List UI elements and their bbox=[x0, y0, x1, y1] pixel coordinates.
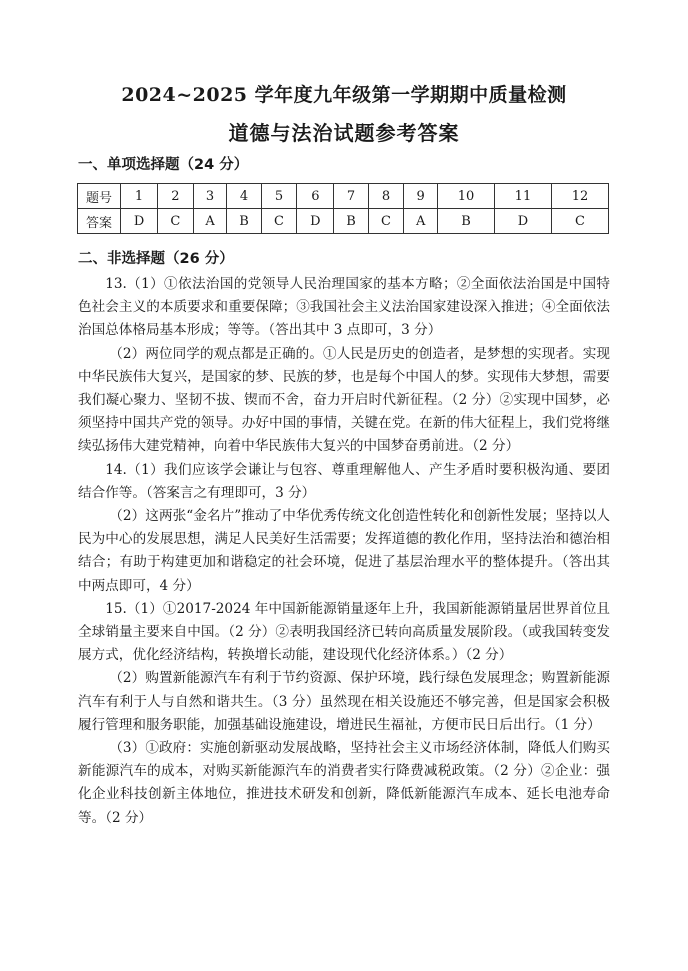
section-heading-non-choice: 二、非选择题（26 分） bbox=[78, 251, 234, 267]
answer-table bbox=[77, 183, 609, 234]
question-number-cell: 2 bbox=[158, 184, 194, 209]
answer-cell: D bbox=[297, 209, 334, 234]
question-number-cell: 3 bbox=[193, 184, 227, 209]
answer-cell: A bbox=[404, 209, 438, 234]
question-number-cell: 8 bbox=[368, 184, 404, 209]
document-subtitle: 道德与法治试题参考答案 bbox=[228, 121, 460, 145]
answer-cell: C bbox=[261, 209, 297, 234]
table-row-answers bbox=[78, 209, 609, 234]
question-number-cell: 1 bbox=[121, 184, 158, 209]
answer-cell: B bbox=[334, 209, 368, 234]
answer-cell: D bbox=[121, 209, 158, 234]
answer-cell: C bbox=[551, 209, 608, 234]
table-row-label: 答案 bbox=[78, 209, 121, 234]
answer-cell: B bbox=[438, 209, 495, 234]
answer-paragraph-q15-3: （3）①政府：实施创新驱动发展战略，坚持社会主义市场经济体制，降低人们购买新能源汽车的成本，对购买新能源汽车的消费者实行降费减税政策。（2 分）②企业：强化企业科技创新主体地位，推进技术研发和创新，降低新能源汽车成本、延长电池寿命等。（2 分） bbox=[78, 740, 610, 826]
answer-cell: A bbox=[193, 209, 227, 234]
section-heading-multiple-choice: 一、单项选择题（24 分） bbox=[78, 157, 249, 173]
answer-body bbox=[78, 273, 610, 830]
answer-paragraph-q15-2: （2）购置新能源汽车有利于节约资源、保护环境，践行绿色发展理念；购置新能源汽车有利于人与自然和谐共生。（3 分）虽然现在相关设施还不够完善，但是国家会积极履行管理和服务职能，加强基础设施建设，增进民生福祉，方便市民日后出行。（1 分） bbox=[78, 670, 610, 733]
answer-cell: B bbox=[227, 209, 261, 234]
question-number-cell: 5 bbox=[261, 184, 297, 209]
question-number-cell: 9 bbox=[404, 184, 438, 209]
answer-paragraph-q14-1: 14.（1）我们应该学会谦让与包容、尊重理解他人、产生矛盾时要积极沟通、要团结合作等。（答案言之有理即可，3 分） bbox=[78, 461, 610, 501]
table-row-label: 题号 bbox=[78, 184, 121, 209]
question-number-cell: 12 bbox=[551, 184, 608, 209]
answer-paragraph-q15-1: 15.（1）①2017-2024 年中国新能源销量逐年上升，我国新能源销量居世界首位且全球销量主要来自中国。（2 分）②表明我国经济已转向高质量发展阶段。（或我国转变发展方式，优化经济结构，转换增长动能，建设现代化经济体系。）（2 分） bbox=[78, 600, 610, 664]
question-number-cell: 7 bbox=[334, 184, 368, 209]
answer-cell: C bbox=[368, 209, 404, 234]
answer-paragraph-q13-2: （2）两位同学的观点都是正确的。①人民是历史的创造者，是梦想的实现者。实现中华民族伟大复兴，是国家的梦、民族的梦，也是每个中国人的梦。实现伟大梦想，需要我们凝心聚力、坚韧不拔、锲而不舍，奋力开启时代新征程。（2 分）②实现中国梦，必须坚持中国共产党的领导。办好中国的事情，关键在党。在新的伟大征程上，我们党将继续弘扬伟大建党精神，向着中华民族伟大复兴的中国梦奋勇前进。（2 分） bbox=[78, 345, 610, 455]
answer-cell: C bbox=[158, 209, 194, 234]
answer-paragraph-q13-1: 13.（1）①依法治国的党领导人民治理国家的基本方略；②全面依法治国是中国特色社会主义的本质要求和重要保障；③我国社会主义法治国家建设深入推进；④全面依法治国总体格局基本形成；等等。（答出其中 3 点即可，3 分） bbox=[78, 276, 610, 339]
question-number-cell: 11 bbox=[494, 184, 551, 209]
document-title: 2024~2025 学年度九年级第一学期期中质量检测 bbox=[121, 84, 567, 106]
question-number-cell: 10 bbox=[438, 184, 495, 209]
answer-paragraph-q14-2: （2）这两张“金名片”推动了中华优秀传统文化创造性转化和创新性发展；坚持以人民为中心的发展思想，满足人民美好生活需要；发挥道德的教化作用，坚持法治和德治相结合；有助于构建更加和谐稳定的社会环境，促进了基层治理水平的整体提升。（答出其中两点即可，4 分） bbox=[78, 508, 610, 594]
table-row-question-numbers bbox=[78, 184, 609, 209]
question-number-cell: 4 bbox=[227, 184, 261, 209]
question-number-cell: 6 bbox=[297, 184, 334, 209]
answer-cell: D bbox=[494, 209, 551, 234]
